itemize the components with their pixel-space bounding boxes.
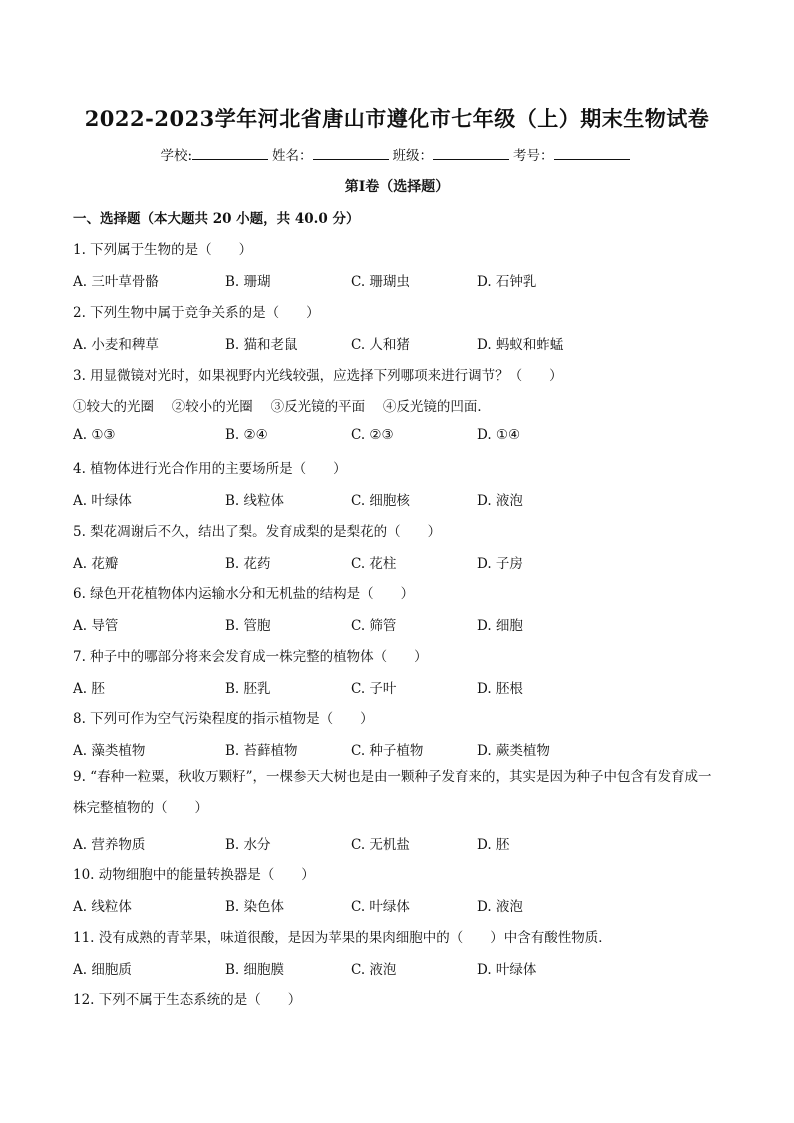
- question-7: 7. 种子中的哪部分将来会发育成一株完整的植物体（ ）: [73, 649, 428, 665]
- option-b[interactable]: B. 猫和老鼠: [225, 337, 298, 353]
- question-1-options: [73, 270, 733, 290]
- question-5-options: [73, 552, 733, 572]
- option-d[interactable]: D. 胚根: [477, 681, 523, 697]
- option-c[interactable]: C. 叶绿体: [351, 899, 410, 915]
- question-4: 4. 植物体进行光合作用的主要场所是（ ）: [73, 461, 347, 477]
- option-c[interactable]: C. 无机盐: [351, 837, 410, 853]
- class-label: 班级：: [392, 148, 434, 164]
- question-2: 2. 下列生物中属于竞争关系的是（ ）: [73, 305, 320, 321]
- option-b[interactable]: B. 苔藓植物: [225, 743, 298, 759]
- option-b[interactable]: B. 胚乳: [225, 681, 271, 697]
- question-3-statements: ①较大的光圈 ②较小的光圈 ③反光镜的平面 ④反光镜的凹面．: [73, 399, 491, 415]
- name-label: 姓名：: [272, 148, 313, 164]
- option-c[interactable]: C. 子叶: [351, 681, 397, 697]
- option-b[interactable]: B. 细胞膜: [225, 962, 285, 978]
- option-b[interactable]: B. 珊瑚: [225, 274, 271, 290]
- question-6-options: [73, 614, 733, 634]
- question-3: 3. 用显微镜对光时，如果视野内光线较强，应选择下列哪项来进行调节？（ ）: [73, 368, 563, 384]
- option-c[interactable]: C. 花柱: [351, 556, 397, 572]
- question-9-options: [73, 833, 733, 853]
- option-b[interactable]: B. 染色体: [225, 899, 285, 915]
- option-d[interactable]: D. 液泡: [477, 493, 523, 509]
- question-11: 11. 没有成熟的青苹果，味道很酸，是因为苹果的果肉细胞中的（ ）中含有酸性物质．: [73, 930, 612, 946]
- option-d[interactable]: D. 蕨类植物: [477, 743, 550, 759]
- class-blank[interactable]: [433, 147, 509, 160]
- school-blank[interactable]: [192, 147, 268, 160]
- question-6: 6. 绿色开花植物体内运输水分和无机盐的结构是（ ）: [73, 586, 415, 602]
- option-a[interactable]: A. 胚: [73, 681, 105, 697]
- option-a[interactable]: A. 叶绿体: [73, 493, 132, 509]
- option-b[interactable]: B. 水分: [225, 837, 271, 853]
- option-c[interactable]: C. 珊瑚虫: [351, 274, 410, 290]
- option-a[interactable]: A. 导管: [73, 618, 119, 634]
- question-9: 9. “春种一粒粟，秋收万颗籽”，一棵参天大树也是由一颗种子发育来的，其实是因为种子中包含有发育成一株完整植物的（ ）: [73, 769, 712, 816]
- question-10: 10. 动物细胞中的能量转换器是（ ）: [73, 867, 315, 883]
- option-c[interactable]: C. 人和猪: [351, 337, 410, 353]
- question-4-options: [73, 489, 733, 509]
- question-8: 8. 下列可作为空气污染程度的指示植物是（ ）: [73, 711, 374, 727]
- option-c[interactable]: C. 液泡: [351, 962, 397, 978]
- question-8-options: [73, 739, 733, 759]
- option-c[interactable]: C. ②③: [351, 427, 394, 443]
- part-title: 第I卷（选择题）: [344, 179, 450, 195]
- option-a[interactable]: A. 花瓣: [73, 556, 119, 572]
- number-label: 考号：: [513, 148, 554, 164]
- section-title: 一、选择题（本大题共 20 小题，共 40.0 分）: [73, 211, 360, 227]
- option-d[interactable]: D. ①④: [477, 427, 521, 443]
- option-c[interactable]: C. 筛管: [351, 618, 397, 634]
- school-label: 学校:: [160, 148, 193, 164]
- question-10-options: [73, 895, 733, 915]
- option-a[interactable]: A. 藻类植物: [73, 743, 146, 759]
- option-d[interactable]: D. 石钟乳: [477, 274, 537, 290]
- option-b[interactable]: B. 管胞: [225, 618, 271, 634]
- option-d[interactable]: D. 液泡: [477, 899, 523, 915]
- number-blank[interactable]: [554, 147, 630, 160]
- option-a[interactable]: A. 线粒体: [73, 899, 132, 915]
- question-11-options: [73, 958, 733, 978]
- option-d[interactable]: D. 蚂蚁和蚱蜢: [477, 337, 564, 353]
- option-b[interactable]: B. 花药: [225, 556, 271, 572]
- question-1: 1. 下列属于生物的是（ ）: [73, 242, 253, 258]
- option-b[interactable]: B. ②④: [225, 427, 268, 443]
- option-d[interactable]: D. 叶绿体: [477, 962, 537, 978]
- option-a[interactable]: A. 细胞质: [73, 962, 132, 978]
- student-info-line: [0, 144, 794, 164]
- option-d[interactable]: D. 胚: [477, 837, 510, 853]
- page-title: 2022-2023学年河北省唐山市遵化市七年级（上）期末生物试卷: [84, 106, 710, 131]
- option-c[interactable]: C. 种子植物: [351, 743, 424, 759]
- option-a[interactable]: A. 营养物质: [73, 837, 146, 853]
- question-3-options: [73, 427, 733, 447]
- question-7-options: [73, 677, 733, 697]
- option-d[interactable]: D. 细胞: [477, 618, 523, 634]
- question-5: 5. 梨花凋谢后不久，结出了梨。发育成梨的是梨花的（ ）: [73, 524, 442, 540]
- question-2-options: [73, 333, 733, 353]
- option-c[interactable]: C. 细胞核: [351, 493, 410, 509]
- option-d[interactable]: D. 子房: [477, 556, 523, 572]
- option-a[interactable]: A. 小麦和稗草: [73, 337, 159, 353]
- option-a[interactable]: A. 三叶草骨骼: [73, 274, 159, 290]
- question-12: 12. 下列不属于生态系统的是（ ）: [73, 992, 302, 1008]
- option-b[interactable]: B. 线粒体: [225, 493, 285, 509]
- option-a[interactable]: A. ①③: [73, 427, 116, 443]
- name-blank[interactable]: [313, 147, 389, 160]
